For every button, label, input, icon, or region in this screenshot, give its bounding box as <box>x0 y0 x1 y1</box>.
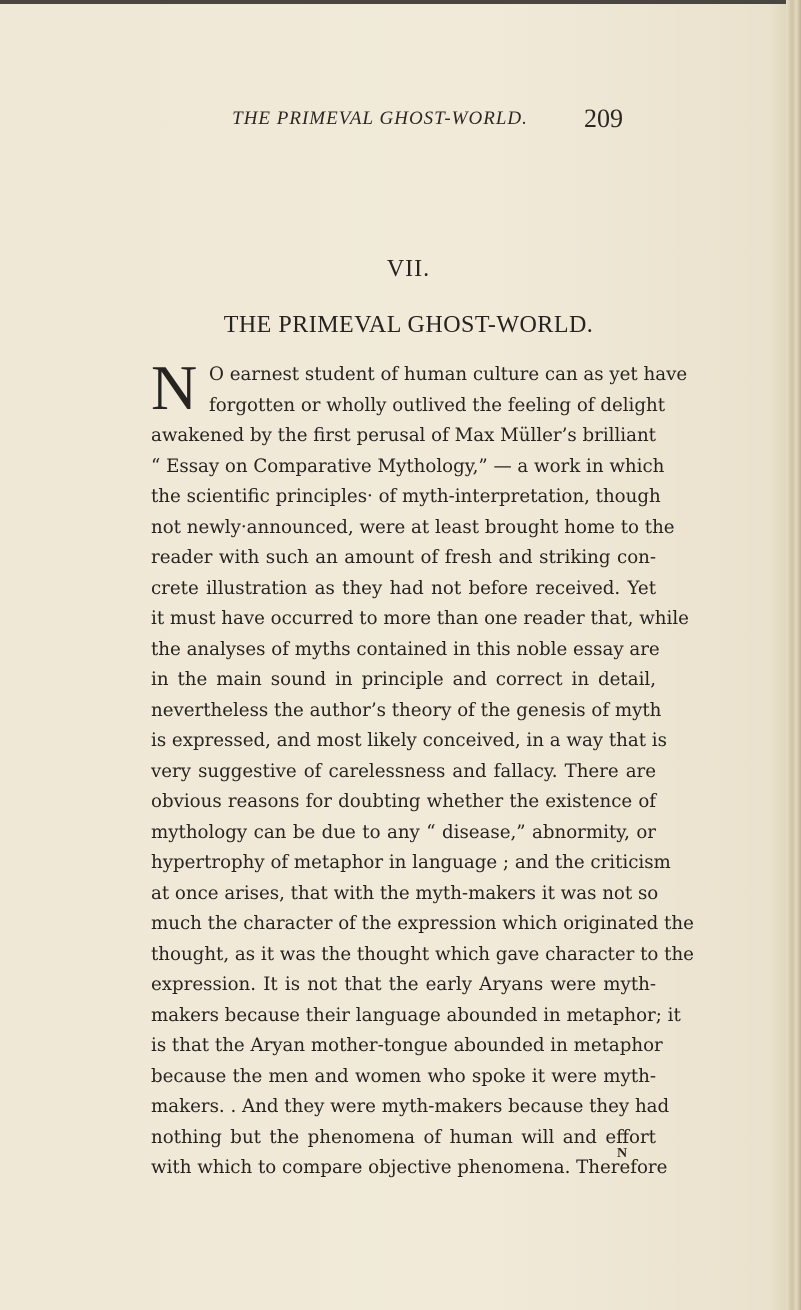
text-line: the scientific principles· of myth-interpretation, though <box>151 486 661 507</box>
text-line: it must have occurred to more than one reader that, while <box>151 608 689 629</box>
text-line: obvious reasons for doubting whether the existence of <box>151 791 656 812</box>
text-line: thought, as it was the thought which gave character to the <box>151 943 694 965</box>
text-line: awakened by the first perusal of Max Müller’s brilliant <box>151 425 656 446</box>
top-edge-shadow <box>0 0 795 4</box>
body-text <box>151 360 694 1184</box>
text-line: with which to compare objective phenomena. Therefore <box>151 1157 668 1178</box>
text-line: crete illustration as they had not before received. Yet <box>151 577 656 599</box>
text-line: O earnest student of human culture can as yet have <box>209 364 688 385</box>
drop-cap: N <box>151 352 198 423</box>
text-line: very suggestive of carelessness and fallacy. There are <box>151 760 656 782</box>
running-head: THE PRIMEVAL GHOST-WORLD. <box>232 108 528 129</box>
text-line: at once arises, that with the myth-makers it was not so <box>151 882 659 904</box>
text-line: nevertheless the author’s theory of the genesis of myth <box>151 699 662 721</box>
text-line: much the character of the expression which originated the <box>151 913 694 934</box>
text-line: mythology can be due to any “ disease,” abnormity, or <box>151 821 656 843</box>
text-line: is that the Aryan mother-tongue abounded in metaphor <box>151 1035 663 1056</box>
page-number: 209 <box>584 104 623 133</box>
text-line: expression. It is not that the early Aryans were myth- <box>151 974 656 995</box>
text-line: makers because their language abounded in metaphor; it <box>151 1004 681 1026</box>
text-line: forgotten or wholly outlived the feeling of delight <box>209 394 666 416</box>
text-line: in the main sound in principle and correct in detail, <box>151 669 656 690</box>
text-line: the analyses of myths contained in this noble essay are <box>151 638 660 660</box>
text-line: because the men and women who spoke it were myth- <box>151 1065 656 1087</box>
text-line: nothing but the phenomena of human will and effort <box>151 1126 656 1148</box>
signature-mark: N <box>617 1146 628 1161</box>
text-line: reader with such an amount of fresh and striking con- <box>151 547 656 568</box>
chapter-number: VII. <box>386 256 431 282</box>
text-line: not newly·announced, were at least brought home to the <box>151 516 675 538</box>
text-line: is expressed, and most likely conceived, in a way that is <box>151 730 667 751</box>
text-line: hypertrophy of metaphor in language ; and the criticism <box>151 852 671 873</box>
text-line: makers. . And they were myth-makers because they had <box>151 1096 670 1117</box>
chapter-title: THE PRIMEVAL GHOST-WORLD. <box>223 312 594 338</box>
page-edge <box>786 0 801 1310</box>
text-line: “ Essay on Comparative Mythology,” — a work in which <box>151 455 665 477</box>
